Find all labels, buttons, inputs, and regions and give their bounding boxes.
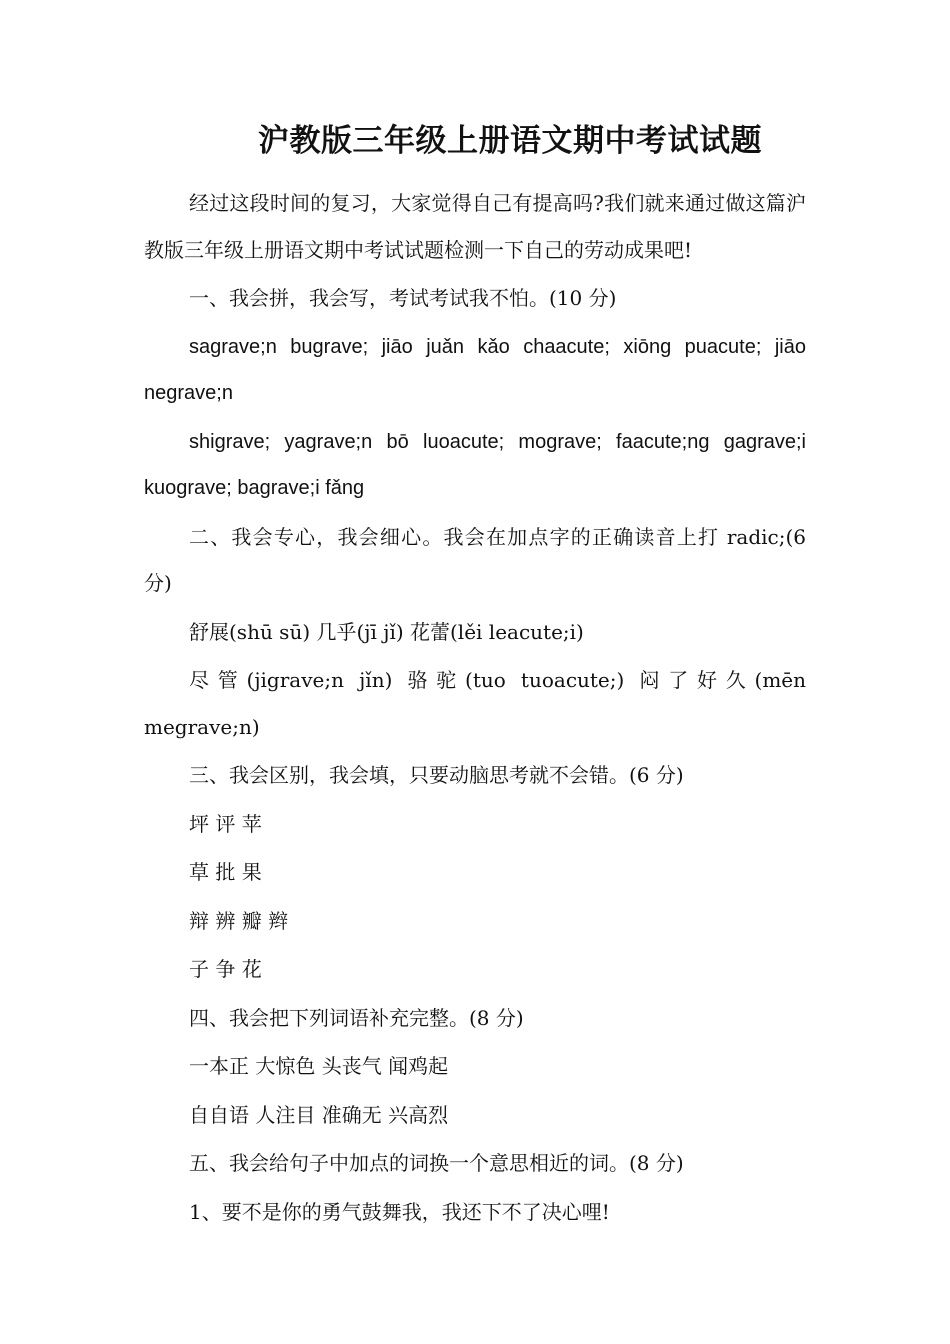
section-5-heading: 五、我会给句子中加点的词换一个意思相近的词。(8 分) (189, 1151, 684, 1175)
char-group-3: 辩 辨 瓣 辫 (189, 908, 289, 933)
sentence-1: 1、要不是你的勇气鼓舞我，我还下不了决心哩! (189, 1199, 610, 1224)
reading-choice-line-1: 舒展(shū sū) 几乎(jī jǐ) 花蕾(lěi leacute;i) (189, 619, 584, 644)
pinyin-line-1: sagrave;n bugrave; jiāo juǎn kǎo chaacute; xiōng puacute; jiāo negrave;n (144, 335, 806, 404)
char-group-2: 草 批 果 (189, 860, 262, 884)
char-group-1: 坪 评 苹 (189, 811, 262, 836)
section-4-heading: 四、我会把下列词语补充完整。(8 分) (189, 1005, 524, 1030)
section-2-heading: 二、我会专心，我会细心。我会在加点字的正确读音上打 radic;(6 分) (144, 524, 806, 595)
idiom-line-1: 一本正 大惊色 头丧气 闻鸡起 (189, 1054, 449, 1078)
char-group-4: 子 争 花 (189, 957, 262, 981)
section-3-heading: 三、我会区别，我会填，只要动脑思考就不会错。(6 分) (189, 763, 684, 787)
document-body (144, 180, 806, 1237)
section-1-heading: 一、我会拼，我会写，考试考试我不怕。(10 分) (189, 286, 617, 310)
pinyin-line-2: shigrave; yagrave;n bō luoacute; mograve; faacute;ng gagrave;i kuograve; bagrave;i fǎng (144, 430, 806, 499)
document-title: 沪教版三年级上册语文期中考试试题 (258, 123, 762, 159)
idiom-line-2: 自自语 人注目 准确无 兴高烈 (189, 1102, 449, 1127)
reading-choice-line-2: 尽管(jigrave;n jǐn) 骆驼(tuo tuoacute;) 闷了好久(mēn megrave;n) (144, 668, 806, 739)
intro-paragraph: 经过这段时间的复习，大家觉得自己有提高吗?我们就来通过做这篇沪教版三年级上册语文期中考试试题检测一下自己的劳动成果吧! (144, 191, 806, 262)
